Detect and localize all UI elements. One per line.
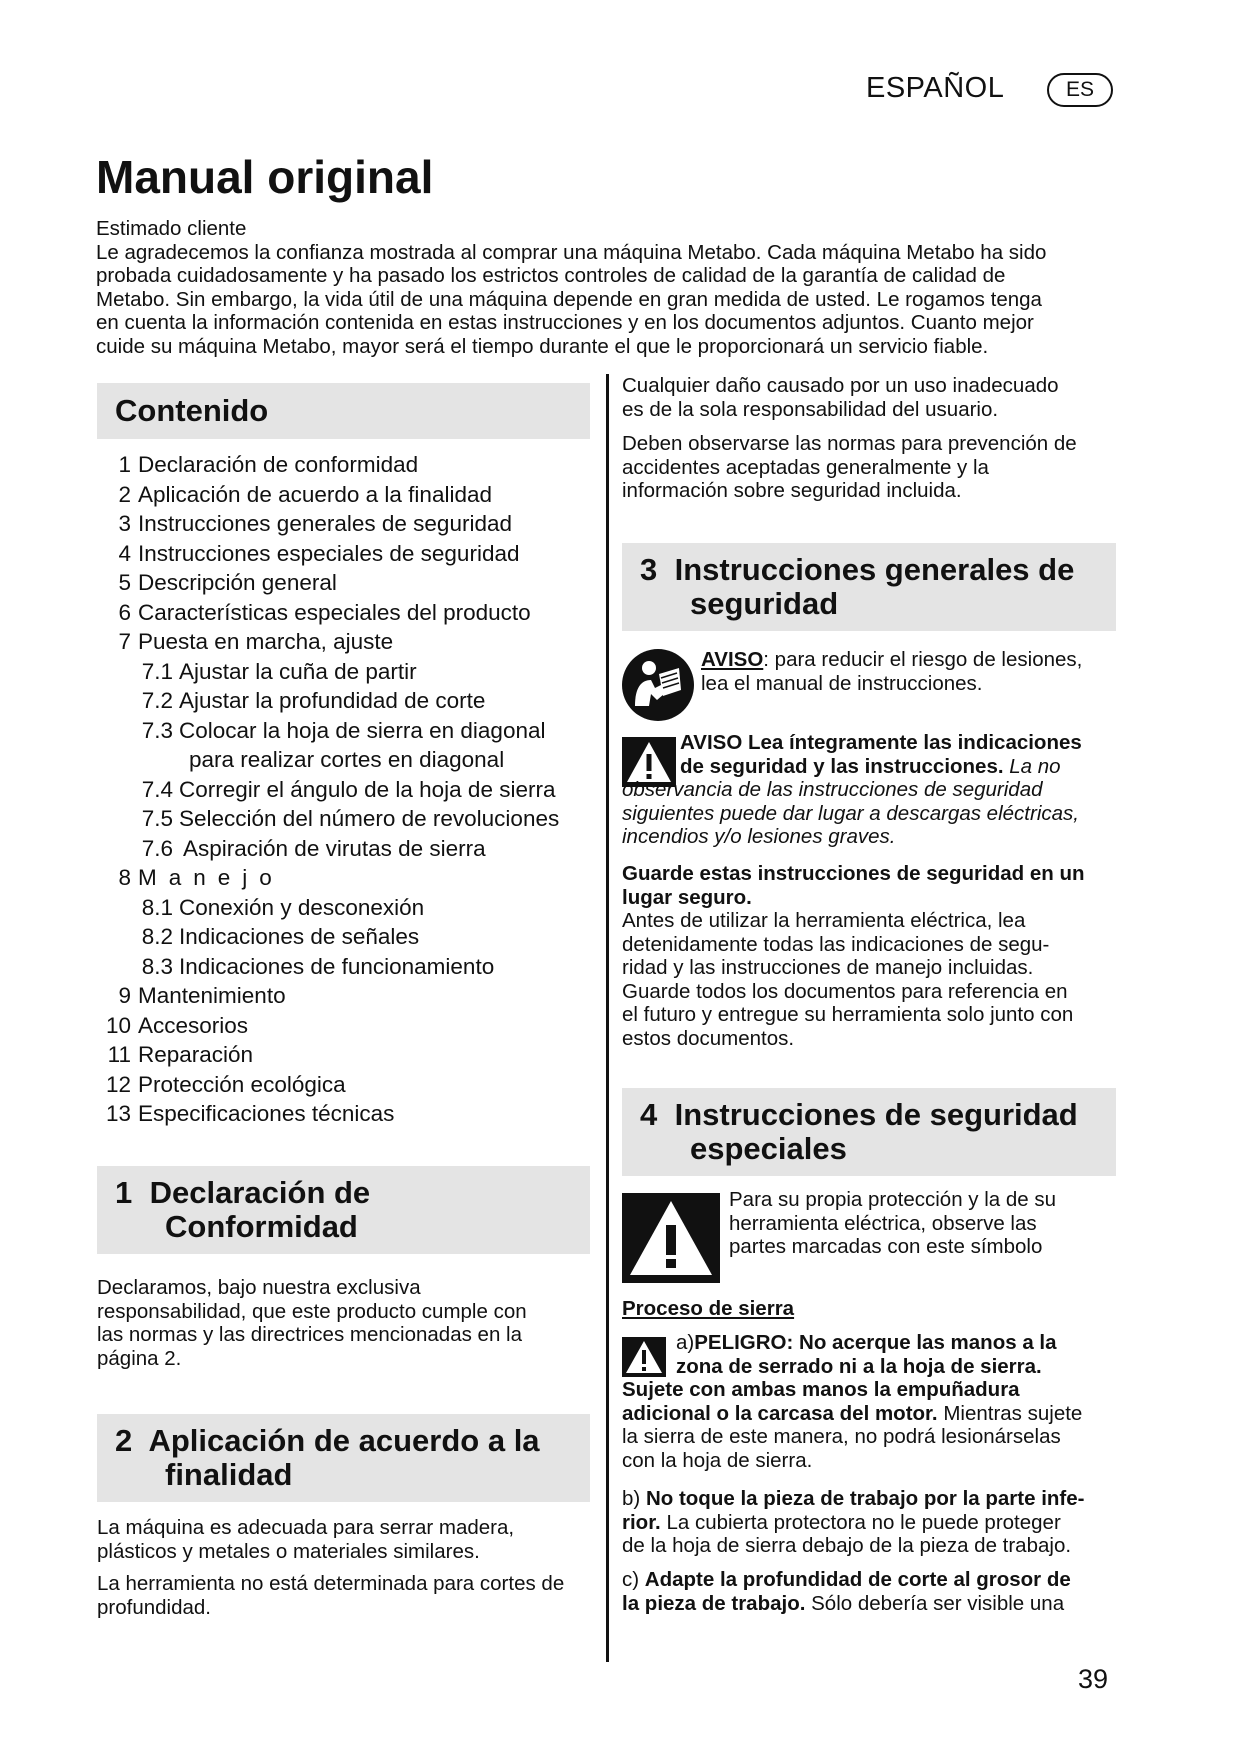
section-2-title: Aplicación de acuerdo a la (148, 1423, 540, 1458)
section-4-heading-box (622, 1088, 1116, 1176)
section-3-title: Instrucciones generales de (674, 552, 1075, 587)
toc-item[interactable]: 8 Manejo (118, 865, 284, 890)
toc-subitem[interactable]: 7.6 Aspiración de virutas de sierra (141, 835, 486, 861)
section-4-title: Instrucciones de seguridad (674, 1097, 1078, 1132)
toc-item[interactable]: 7 Puesta en marcha, ajuste (118, 629, 394, 654)
warning-italic-text: observancia de las instrucciones de seguridad siguientes puede dar lugar a descargas eléctricas, incendios y/o lesiones graves. (622, 778, 1079, 848)
toc-item[interactable]: 11 Reparación (107, 1042, 254, 1067)
toc-subitem[interactable]: 8.2 Indicaciones de señales (141, 924, 420, 949)
aviso-label: AVISO (701, 648, 764, 671)
item-a-body: Sujete con ambas manos la empuñadura adicional o la carcasa del motor. Mientras sujete la sierra de este manera, no podrá lesionárselas con la hoja de sierra. (622, 1378, 1083, 1472)
intro-line: Metabo. Sin embargo, la vida útil de una máquina depende en gran medida de usted. Le rogamos tenga (96, 287, 1042, 311)
danger-warning-icon (622, 1337, 666, 1377)
section-3-number: 3 (640, 552, 658, 587)
symbol-explanation: Para su propia protección y la de su herramienta eléctrica, observe las partes marcadas con este símbolo (729, 1188, 1057, 1258)
aviso-note: AVISO: para reducir el riesgo de lesiones, lea el manual de instrucciones. (701, 648, 1083, 695)
intro-line: en cuenta la información contenida en estas instrucciones y en los documentos adjuntos. Cuanto mejor (96, 311, 1034, 334)
intro-greeting: Estimado cliente (96, 217, 247, 240)
toc-subitem[interactable]: 7.4 Corregir el ángulo de la hoja de sierra (141, 776, 556, 802)
toc-item[interactable]: 2 Aplicación de acuerdo a la finalidad (118, 481, 492, 507)
intro-line: Le agradecemos la confianza mostrada al comprar una máquina Metabo. Cada máquina Metabo ha sido (96, 240, 1047, 264)
contents-heading-box (97, 383, 590, 439)
right-intro-para-1: Cualquier daño causado por un uso inadecuado es de la sola responsabilidad del usuario. (622, 374, 1059, 421)
item-c: c) Adapte la profundidad de corte al grosor de la pieza de trabajo. Sólo debería ser visible una (622, 1568, 1071, 1615)
section-2-para-1: La máquina es adecuada para serrar madera, plásticos y metales o materiales similares. (97, 1516, 515, 1563)
section-2-title-cont: finalidad (165, 1457, 293, 1492)
toc-item[interactable]: 12 Protección ecológica (105, 1071, 346, 1097)
intro-paragraph (96, 217, 1126, 358)
section-2-number: 2 (115, 1423, 133, 1458)
toc-item[interactable]: 10 Accesorios (105, 1012, 249, 1038)
toc-item[interactable]: 9 Mantenimiento (118, 983, 286, 1008)
page-number: 39 (1078, 1664, 1109, 1694)
section-1-number: 1 (115, 1175, 133, 1210)
section-1-heading-box (97, 1166, 590, 1254)
toc-item[interactable]: 4 Instrucciones especiales de seguridad (118, 540, 520, 566)
section-3-title-cont: seguridad (690, 586, 839, 621)
warning-bold-line: AVISO Lea íntegramente las indicaciones de seguridad y las instrucciones. La no (680, 731, 1082, 778)
page-title: Manual original (96, 151, 434, 203)
toc-subitem[interactable]: 8.1 Conexión y desconexión (141, 894, 425, 920)
table-of-contents (96, 450, 559, 1129)
toc-item[interactable]: 3 Instrucciones generales de seguridad (118, 511, 512, 536)
section-1-title-cont: Conformidad (165, 1209, 358, 1244)
toc-item[interactable]: 1 Declaración de conformidad (118, 452, 419, 477)
toc-subitem[interactable]: 7.2 Ajustar la profundidad de corte (141, 688, 486, 713)
section-2-para-2: La herramienta no está determinada para cortes de profundidad. (97, 1572, 565, 1619)
item-b: b) No toque la pieza de trabajo por la parte infe- rior. La cubierta protectora no le puede proteger de la hoja de sierra debajo de la pieza de trabajo. (622, 1487, 1085, 1557)
section-1-body: Declaramos, bajo nuestra exclusiva responsabilidad, que este producto cumple con las normas y las directrices mencionadas en la página 2. (97, 1276, 527, 1370)
language-badge: ES (1047, 73, 1113, 107)
large-warning-icon (622, 1193, 720, 1283)
intro-line: probada cuidadosamente y ha pasado los estrictos controles de calidad de la garantía de calidad de (96, 264, 1006, 287)
language-label: ESPAÑOL (866, 72, 1005, 104)
toc-item[interactable]: 6 Características especiales del producto (118, 599, 531, 625)
section-4-number: 4 (640, 1097, 658, 1132)
toc-subitem-continuation[interactable]: para realizar cortes en diagonal (189, 747, 505, 772)
section-3-heading-box (622, 543, 1116, 631)
section-1-title: Declaración de (149, 1175, 371, 1210)
toc-subitem[interactable]: 7.3 Colocar la hoja de sierra en diagonal (141, 717, 546, 743)
section-2-heading-box (97, 1414, 590, 1502)
subheading-proceso: Proceso de sierra (622, 1297, 795, 1320)
read-manual-icon (621, 648, 695, 722)
toc-subitem[interactable]: 8.3 Indicaciones de funcionamiento (141, 953, 495, 979)
toc-subitem[interactable]: 7.1 Ajustar la cuña de partir (141, 658, 417, 684)
item-a-heading: a)PELIGRO: No acerque las manos a la zona de serrado ni a la hoja de sierra. (676, 1331, 1057, 1378)
right-intro-para-2: Deben observarse las normas para prevención de accidentes aceptadas generalmente y la información sobre seguridad incluida. (622, 432, 1077, 502)
contents-heading: Contenido (115, 393, 269, 428)
section-4-title-cont: especiales (690, 1131, 847, 1166)
toc-item[interactable]: 13 Especificaciones técnicas (105, 1101, 395, 1126)
column-divider (606, 374, 609, 1662)
toc-subitem[interactable]: 7.5 Selección del número de revoluciones (141, 806, 560, 831)
keep-instructions: Guarde estas instrucciones de seguridad en un lugar seguro. Antes de utilizar la herramienta eléctrica, lea detenidamente todas las indicaciones de segu- ridad y las instrucciones de manejo incluidas. Guarde todos los documentos para referencia en el futuro y entregue su herramienta solo junto con estos documentos. (622, 862, 1085, 1050)
toc-item[interactable]: 5 Descripción general (118, 570, 337, 595)
intro-line: cuide su máquina Metabo, mayor será el tiempo durante el que le proporcionará un servicio fiable. (96, 334, 989, 358)
